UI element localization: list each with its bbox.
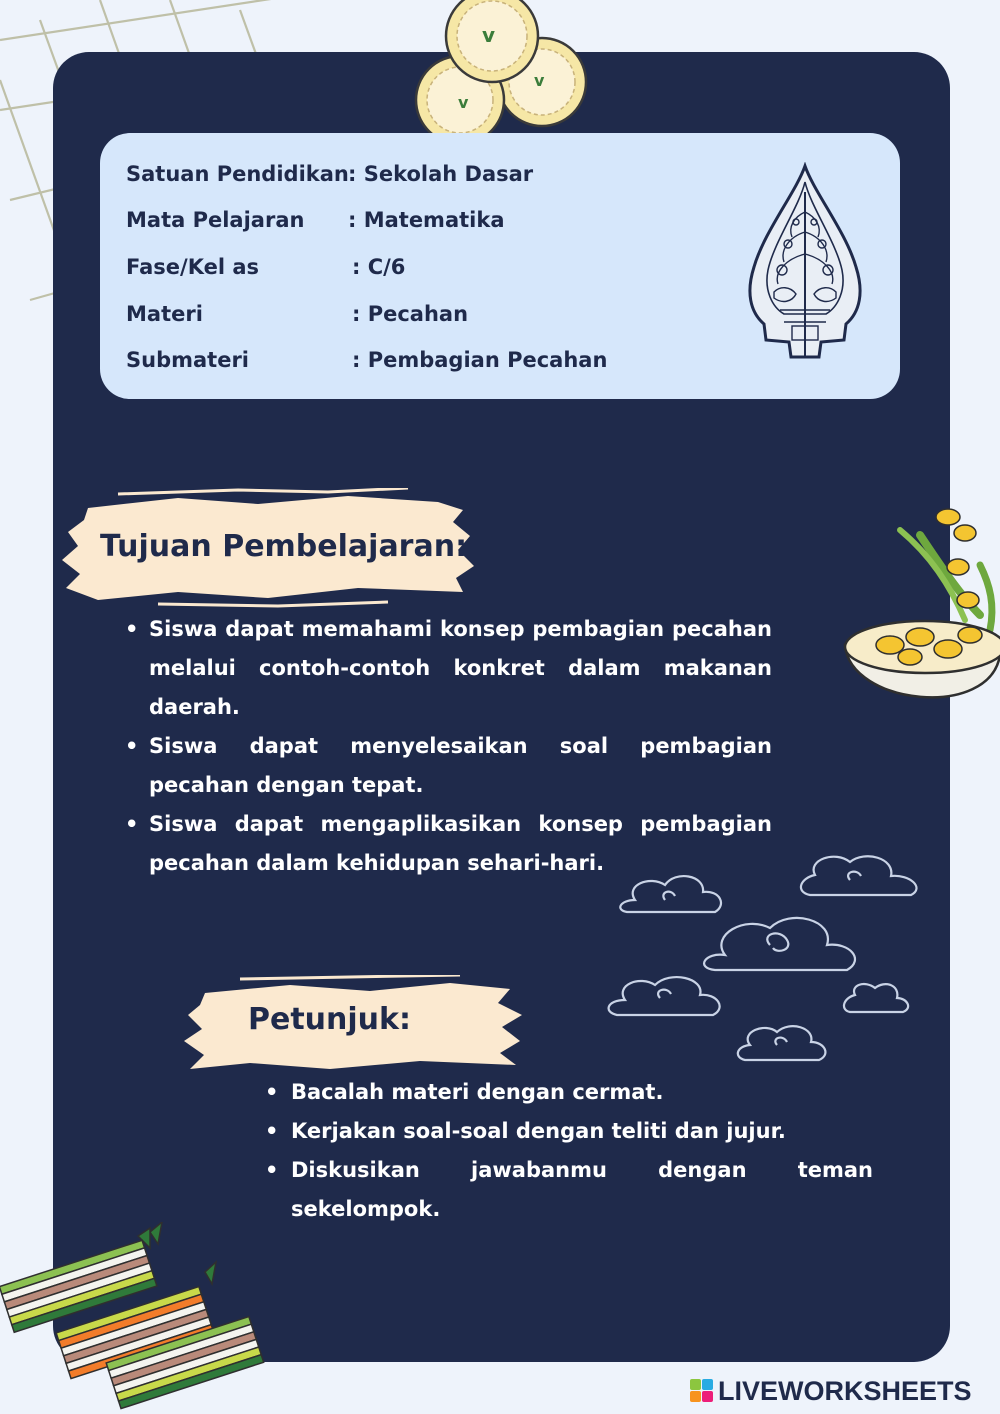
instructions-heading-banner <box>180 975 530 1075</box>
objective-item: • Siswa dapat mengaplikasikan konsep pembagian pecahan dalam kehidupan sehari-hari. <box>149 805 772 883</box>
liveworksheets-logo-icon <box>690 1379 714 1403</box>
svg-text:v: v <box>458 93 469 112</box>
instruction-item: • Bacalah materi dengan cermat. <box>291 1073 873 1112</box>
layer-cake-illustration <box>0 1222 270 1412</box>
info-label: Satuan Pendidikan <box>126 162 349 186</box>
info-label: Submateri <box>126 348 249 372</box>
info-label: Materi <box>126 302 203 326</box>
svg-text:v: v <box>534 71 545 90</box>
info-value: : C/6 <box>352 255 406 279</box>
cookie-decoration <box>410 0 590 150</box>
cloud-motif-decoration <box>595 850 930 1075</box>
liveworksheets-brand[interactable] <box>690 1376 990 1406</box>
info-label: Fase/Kel as <box>126 255 260 279</box>
info-label: Mata Pelajaran <box>126 208 305 232</box>
info-value: : Pembagian Pecahan <box>352 348 608 372</box>
objectives-list <box>149 610 772 883</box>
objective-item: • Siswa dapat menyelesaikan soal pembagian pecahan dengan tepat. <box>149 727 772 805</box>
wayang-gunungan-illustration <box>744 162 866 367</box>
instruction-item: • Diskusikan jawabanmu dengan teman sekelompok. <box>291 1151 873 1229</box>
instructions-title: Petunjuk: <box>248 1002 411 1037</box>
instructions-list <box>291 1073 873 1229</box>
objectives-title: Tujuan Pembelajaran: <box>100 529 468 564</box>
info-value: : Sekolah Dasar <box>348 162 534 186</box>
objectives-heading-banner <box>58 488 478 608</box>
banana-bowl-illustration <box>840 505 1000 735</box>
brand-name: LIVEWORKSHEETS <box>718 1375 972 1406</box>
svg-text:v: v <box>482 23 496 47</box>
instruction-item: • Kerjakan soal-soal dengan teliti dan jujur. <box>291 1112 873 1151</box>
info-value: : Pecahan <box>352 302 469 326</box>
info-value: : Matematika <box>348 208 505 232</box>
objective-item: • Siswa dapat memahami konsep pembagian pecahan melalui contoh-contoh konkret dalam makanan daerah. <box>149 610 772 727</box>
